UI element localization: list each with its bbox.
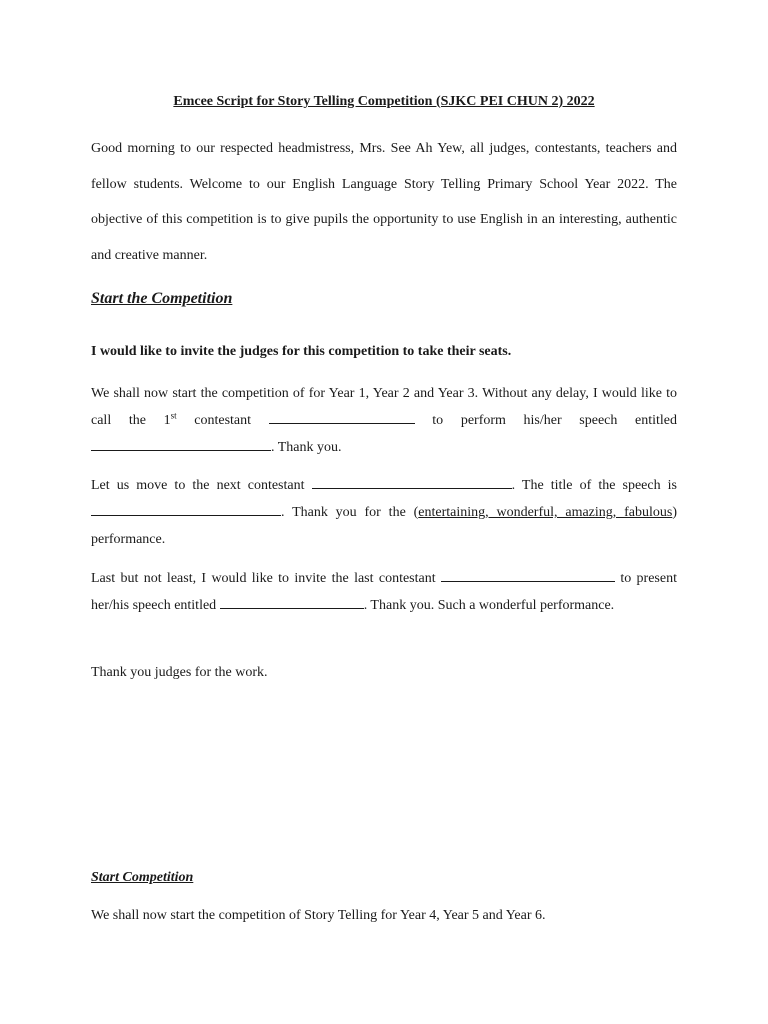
paragraph-text: contestant [176, 413, 269, 428]
performance-options: entertaining, wonderful, amazing, fabulous [418, 505, 673, 520]
invite-judges-text: I would like to invite the judges for this competition to take their seats. [91, 344, 512, 359]
intro-paragraph: Good morning to our respected headmistress, Mrs. See Ah Yew, all judges, contestants, teachers and fellow students. Welcome to our English Language Story Telling Primary School Year 2022. The objective of this competition is to give pupils the opportunity to use English in an interesting, authentic and creative manner. [91, 141, 677, 263]
paragraph-thank-judges: Thank you judges for the work. [91, 665, 268, 680]
paragraph-text: to present her/his speech entitled [91, 571, 677, 613]
ordinal-suffix: st [170, 410, 177, 421]
contestant-name-blank [441, 567, 615, 582]
paragraph-text: . Thank you. [271, 440, 342, 455]
section-heading-start-competition: Start Competition [91, 870, 194, 885]
paragraph-text: . The title of the speech is [511, 478, 677, 493]
paragraph-text: Last but not least, I would like to invite the last contestant [91, 571, 441, 586]
paragraph-last-contestant [91, 565, 677, 619]
paragraph-text: Let us move to the next contestant [91, 478, 312, 493]
paragraph-text: ) performance. [91, 505, 677, 547]
closing-paragraph: We shall now start the competition of Story Telling for Year 4, Year 5 and Year 6. [91, 908, 546, 923]
paragraph-text: . Thank you for the ( [281, 505, 419, 520]
speech-title-blank [220, 594, 364, 609]
paragraph-text: We shall now start the competition of for Year 1, Year 2 and Year 3. Without any delay, I would like to call the 1 [91, 386, 677, 428]
paragraph-text: to perform his/her speech entitled [414, 413, 678, 428]
contestant-name-blank [312, 474, 512, 489]
paragraph-text: . Thank you. Such a wonderful performance. [363, 598, 615, 613]
contestant-name-blank [269, 409, 415, 424]
paragraph-next-contestant [91, 472, 677, 553]
speech-title-blank [91, 436, 271, 451]
section-heading-start-the-competition: Start the Competition [91, 290, 233, 307]
paragraph-first-contestant [91, 380, 677, 461]
speech-title-blank [91, 501, 281, 516]
document-title: Emcee Script for Story Telling Competition (SJKC PEI CHUN 2) 2022 [173, 94, 595, 109]
